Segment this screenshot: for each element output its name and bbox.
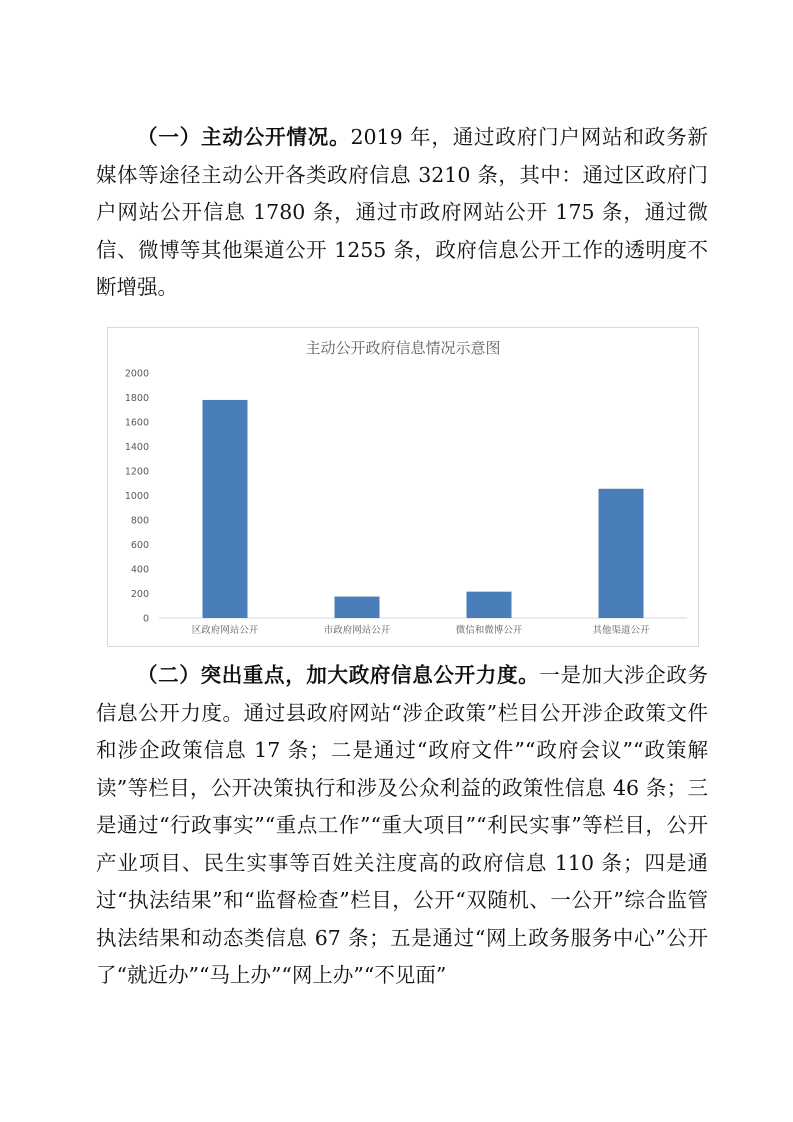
bar <box>599 489 644 618</box>
y-tick-label: 1800 <box>124 393 149 404</box>
section-heading-1: （一）主动公开情况。 <box>137 125 351 149</box>
y-tick-label: 2000 <box>124 368 149 380</box>
paragraph-body-1: 2019 年，通过政府门户网站和政务新媒体等途径主动公开各类政府信息 3210 条，其中：通过区政府门户网站公开信息 1780 条，通过市政府网站公开 175 条，通过微信、微博等其他渠道公开 1255 条，政府信息公开工作的透明度不断增强。 <box>96 125 709 299</box>
y-tick-label: 1600 <box>124 417 149 429</box>
x-tick-label: 其他渠道公开 <box>592 625 650 636</box>
y-tick-label: 600 <box>130 540 149 551</box>
x-tick-label: 微信和微博公开 <box>455 625 523 636</box>
y-tick-label: 200 <box>130 589 149 600</box>
y-tick-label: 1200 <box>124 466 149 478</box>
bar <box>467 592 512 618</box>
paragraph-key-focus <box>96 657 708 995</box>
y-tick-label: 0 <box>142 613 149 625</box>
bar <box>203 400 248 618</box>
x-tick-label: 区政府网站公开 <box>191 625 259 636</box>
chart-title: 主动公开政府信息情况示意图 <box>305 339 501 357</box>
chart-canvas <box>107 327 699 647</box>
bar-chart <box>107 327 699 647</box>
paragraph-body-2: 一是加大涉企政务信息公开力度。通过县政府网站“涉企政策”栏目公开涉企政策文件和涉企政策信息 17 条；二是通过“政府文件”“政府会议”“政策解读”等栏目，公开决策执行和涉及公众利益的政策性信息 46 条；三是通过“行政事实”“重点工作”“重大项目”“利民实事”等栏目，公开产业项目、民生实事等百姓关注度高的政府信息 110 条；四是通过“执法结果”和“监督检查”栏目，公开“双随机、一公开”综合监管执法结果和动态类信息 67 条；五是通过“网上政务服务中心”公开了“就近办”“马上办”“网上办”“不见面” <box>96 663 709 987</box>
y-tick-label: 400 <box>130 564 149 576</box>
x-tick-label: 市政府网站公开 <box>323 625 391 636</box>
bar <box>335 597 380 618</box>
y-tick-label: 1000 <box>124 491 149 502</box>
y-tick-label: 800 <box>130 515 149 527</box>
y-tick-label: 1400 <box>124 442 149 453</box>
paragraph-active-disclosure <box>96 119 708 307</box>
section-heading-2: （二）突出重点，加大政府信息公开力度。 <box>137 663 540 687</box>
